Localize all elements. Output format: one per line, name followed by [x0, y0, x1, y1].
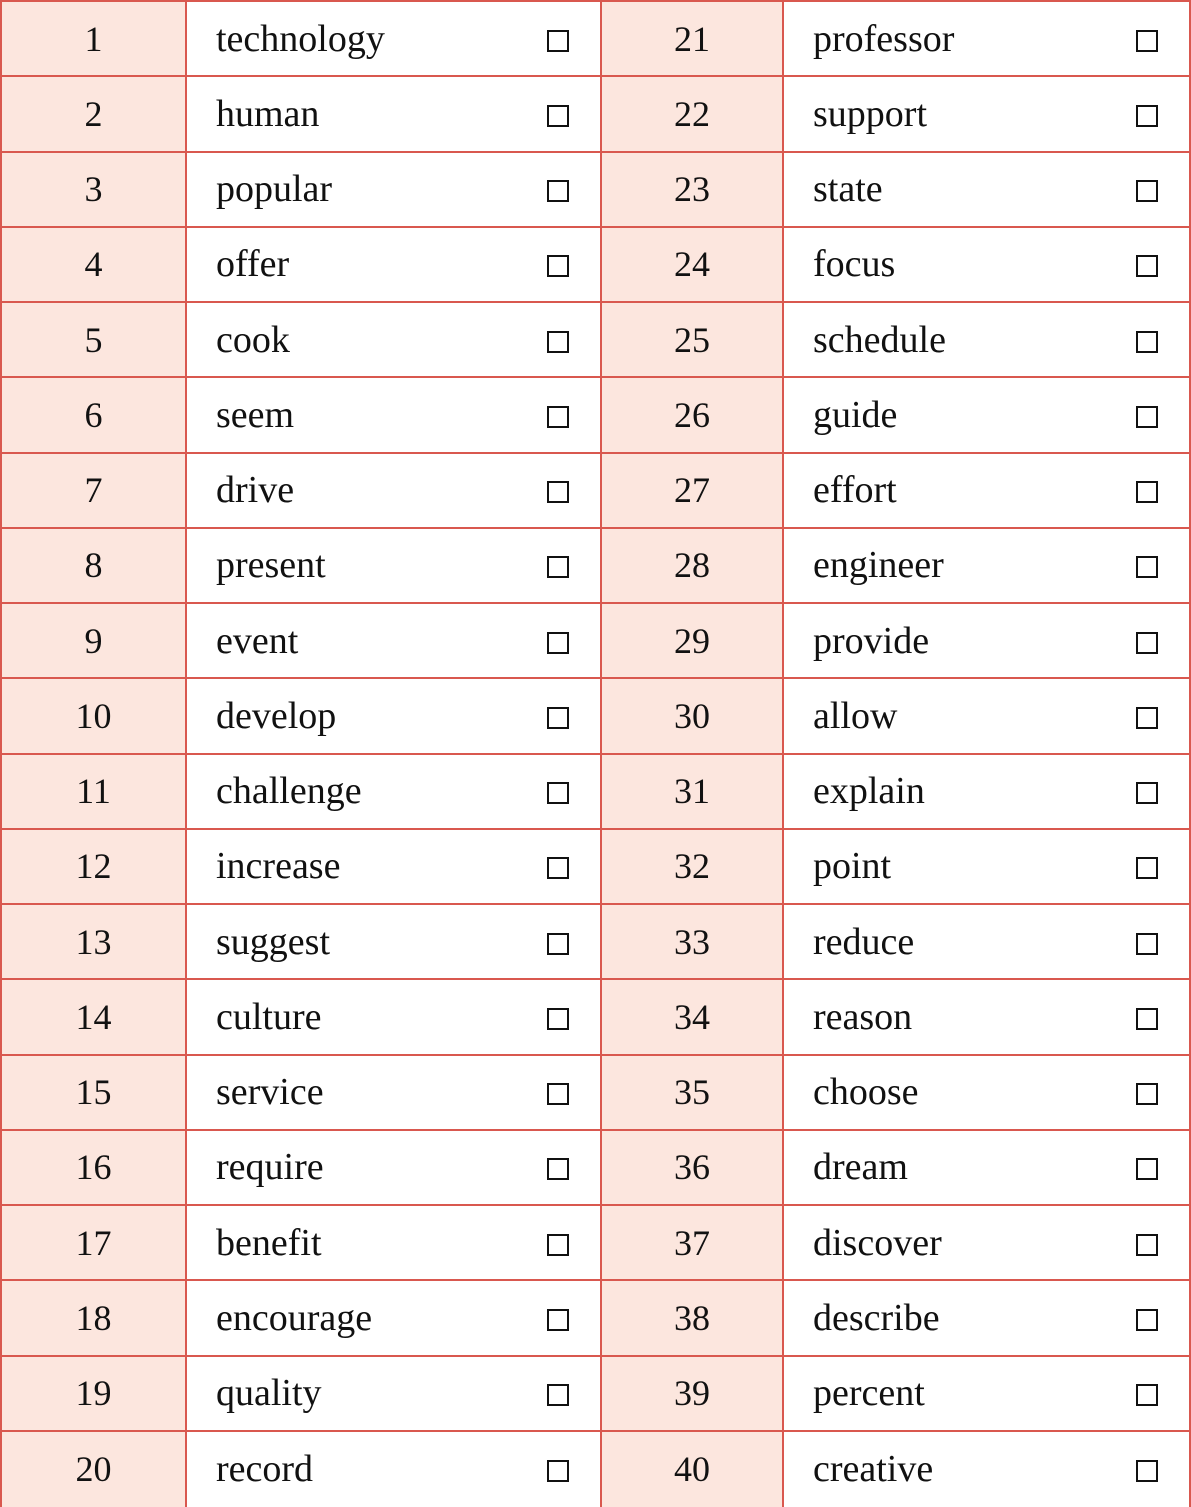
- item-number: 24: [602, 228, 784, 303]
- checkbox-icon[interactable]: [547, 1083, 569, 1105]
- word-cell: [187, 980, 602, 1055]
- vocabulary-word: encourage: [216, 1296, 373, 1339]
- checkbox-icon[interactable]: [1136, 556, 1158, 578]
- item-number: 22: [602, 77, 784, 152]
- checkbox-icon[interactable]: [547, 1008, 569, 1030]
- word-cell: [187, 604, 602, 679]
- word-cell: [784, 454, 1189, 529]
- item-number: 34: [602, 980, 784, 1055]
- word-cell: [187, 303, 602, 378]
- vocabulary-word: explain: [813, 770, 925, 813]
- word-cell: [784, 755, 1189, 830]
- vocabulary-word: event: [216, 619, 299, 662]
- vocabulary-word: develop: [216, 694, 337, 737]
- vocabulary-word: professor: [813, 17, 955, 60]
- checkbox-icon[interactable]: [1136, 105, 1158, 127]
- item-number: 6: [2, 378, 187, 453]
- item-number: 15: [2, 1056, 187, 1131]
- checkbox-icon[interactable]: [547, 707, 569, 729]
- item-number: 27: [602, 454, 784, 529]
- vocabulary-word: popular: [216, 168, 333, 211]
- word-cell: [784, 1357, 1189, 1432]
- vocabulary-word: increase: [216, 845, 341, 888]
- word-cell: [187, 830, 602, 905]
- item-number: 8: [2, 529, 187, 604]
- item-number: 31: [602, 755, 784, 830]
- word-cell: [784, 2, 1189, 77]
- item-number: 18: [2, 1281, 187, 1356]
- vocabulary-word: offer: [216, 243, 290, 286]
- item-number: 4: [2, 228, 187, 303]
- item-number: 28: [602, 529, 784, 604]
- word-cell: [784, 980, 1189, 1055]
- checkbox-icon[interactable]: [1136, 255, 1158, 277]
- vocabulary-word: describe: [813, 1296, 940, 1339]
- checkbox-icon[interactable]: [547, 857, 569, 879]
- word-cell: [187, 1357, 602, 1432]
- word-cell: [784, 679, 1189, 754]
- word-cell: [187, 755, 602, 830]
- word-cell: [784, 1432, 1189, 1507]
- checkbox-icon[interactable]: [547, 1158, 569, 1180]
- item-number: 2: [2, 77, 187, 152]
- vocabulary-word: culture: [216, 995, 322, 1038]
- checkbox-icon[interactable]: [1136, 1460, 1158, 1482]
- checkbox-icon[interactable]: [1136, 180, 1158, 202]
- word-cell: [784, 604, 1189, 679]
- word-cell: [784, 1281, 1189, 1356]
- vocabulary-word: service: [216, 1071, 324, 1114]
- vocabulary-word: present: [216, 544, 326, 587]
- checkbox-icon[interactable]: [1136, 30, 1158, 52]
- checkbox-icon[interactable]: [1136, 1158, 1158, 1180]
- checkbox-icon[interactable]: [547, 331, 569, 353]
- word-cell: [784, 1206, 1189, 1281]
- vocabulary-word: quality: [216, 1372, 322, 1415]
- checkbox-icon[interactable]: [1136, 331, 1158, 353]
- vocabulary-word: provide: [813, 619, 930, 662]
- item-number: 39: [602, 1357, 784, 1432]
- checkbox-icon[interactable]: [547, 1384, 569, 1406]
- vocabulary-word: cook: [216, 318, 290, 361]
- checkbox-icon[interactable]: [1136, 1008, 1158, 1030]
- checkbox-icon[interactable]: [547, 1309, 569, 1331]
- word-cell: [187, 1281, 602, 1356]
- vocabulary-word: seem: [216, 393, 295, 436]
- item-number: 5: [2, 303, 187, 378]
- word-cell: [187, 378, 602, 453]
- item-number: 16: [2, 1131, 187, 1206]
- word-cell: [784, 378, 1189, 453]
- word-cell: [187, 1056, 602, 1131]
- item-number: 38: [602, 1281, 784, 1356]
- word-cell: [784, 228, 1189, 303]
- item-number: 19: [2, 1357, 187, 1432]
- vocabulary-word: choose: [813, 1071, 919, 1114]
- word-cell: [784, 830, 1189, 905]
- checkbox-icon[interactable]: [547, 556, 569, 578]
- checkbox-icon[interactable]: [1136, 933, 1158, 955]
- checkbox-icon[interactable]: [547, 406, 569, 428]
- item-number: 20: [2, 1432, 187, 1507]
- vocabulary-word: human: [216, 92, 320, 135]
- checkbox-icon[interactable]: [547, 1460, 569, 1482]
- item-number: 32: [602, 830, 784, 905]
- vocabulary-word: require: [216, 1146, 324, 1189]
- vocabulary-word: reduce: [813, 920, 915, 963]
- vocabulary-word: technology: [216, 17, 385, 60]
- vocabulary-word: drive: [216, 469, 295, 512]
- item-number: 3: [2, 153, 187, 228]
- item-number: 29: [602, 604, 784, 679]
- checkbox-icon[interactable]: [547, 255, 569, 277]
- checkbox-icon[interactable]: [1136, 1234, 1158, 1256]
- vocabulary-word: support: [813, 92, 927, 135]
- checkbox-icon[interactable]: [1136, 1384, 1158, 1406]
- word-cell: [187, 1131, 602, 1206]
- vocabulary-word: percent: [813, 1372, 925, 1415]
- checkbox-icon[interactable]: [1136, 782, 1158, 804]
- item-number: 35: [602, 1056, 784, 1131]
- vocabulary-word: effort: [813, 469, 897, 512]
- vocabulary-word: record: [216, 1448, 314, 1491]
- checkbox-icon[interactable]: [547, 105, 569, 127]
- checkbox-icon[interactable]: [1136, 857, 1158, 879]
- vocabulary-word: reason: [813, 995, 913, 1038]
- item-number: 14: [2, 980, 187, 1055]
- checkbox-icon[interactable]: [1136, 632, 1158, 654]
- vocabulary-word: engineer: [813, 544, 944, 587]
- vocabulary-word: dream: [813, 1146, 908, 1189]
- vocabulary-word: guide: [813, 393, 898, 436]
- checkbox-icon[interactable]: [547, 180, 569, 202]
- item-number: 37: [602, 1206, 784, 1281]
- checkbox-icon[interactable]: [1136, 406, 1158, 428]
- checkbox-icon[interactable]: [1136, 707, 1158, 729]
- word-cell: [187, 679, 602, 754]
- item-number: 40: [602, 1432, 784, 1507]
- word-cell: [784, 77, 1189, 152]
- item-number: 7: [2, 454, 187, 529]
- word-cell: [187, 77, 602, 152]
- vocabulary-word: suggest: [216, 920, 330, 963]
- word-cell: [187, 454, 602, 529]
- word-cell: [784, 303, 1189, 378]
- word-cell: [784, 905, 1189, 980]
- item-number: 9: [2, 604, 187, 679]
- word-cell: [187, 905, 602, 980]
- checkbox-icon[interactable]: [1136, 1083, 1158, 1105]
- item-number: 33: [602, 905, 784, 980]
- vocabulary-word: schedule: [813, 318, 946, 361]
- checkbox-icon[interactable]: [547, 30, 569, 52]
- checkbox-icon[interactable]: [547, 632, 569, 654]
- vocabulary-word: point: [813, 845, 892, 888]
- checkbox-icon[interactable]: [547, 933, 569, 955]
- item-number: 17: [2, 1206, 187, 1281]
- vocabulary-word: discover: [813, 1221, 942, 1264]
- item-number: 12: [2, 830, 187, 905]
- word-cell: [784, 529, 1189, 604]
- item-number: 13: [2, 905, 187, 980]
- checkbox-icon[interactable]: [547, 782, 569, 804]
- checkbox-icon[interactable]: [547, 1234, 569, 1256]
- checkbox-icon[interactable]: [1136, 481, 1158, 503]
- word-cell: [187, 153, 602, 228]
- vocabulary-table: [2, 2, 1189, 1505]
- vocabulary-word: focus: [813, 243, 896, 286]
- word-cell: [784, 1056, 1189, 1131]
- vocabulary-word: creative: [813, 1448, 934, 1491]
- vocabulary-word: state: [813, 168, 883, 211]
- item-number: 25: [602, 303, 784, 378]
- word-cell: [784, 1131, 1189, 1206]
- vocabulary-word: benefit: [216, 1221, 322, 1264]
- vocabulary-word: allow: [813, 694, 898, 737]
- item-number: 10: [2, 679, 187, 754]
- word-cell: [187, 529, 602, 604]
- item-number: 11: [2, 755, 187, 830]
- word-cell: [784, 153, 1189, 228]
- word-cell: [187, 228, 602, 303]
- item-number: 26: [602, 378, 784, 453]
- word-cell: [187, 1432, 602, 1507]
- checkbox-icon[interactable]: [1136, 1309, 1158, 1331]
- item-number: 30: [602, 679, 784, 754]
- item-number: 1: [2, 2, 187, 77]
- item-number: 21: [602, 2, 784, 77]
- checkbox-icon[interactable]: [547, 481, 569, 503]
- word-cell: [187, 1206, 602, 1281]
- word-cell: [187, 2, 602, 77]
- item-number: 23: [602, 153, 784, 228]
- vocabulary-word: challenge: [216, 770, 362, 813]
- item-number: 36: [602, 1131, 784, 1206]
